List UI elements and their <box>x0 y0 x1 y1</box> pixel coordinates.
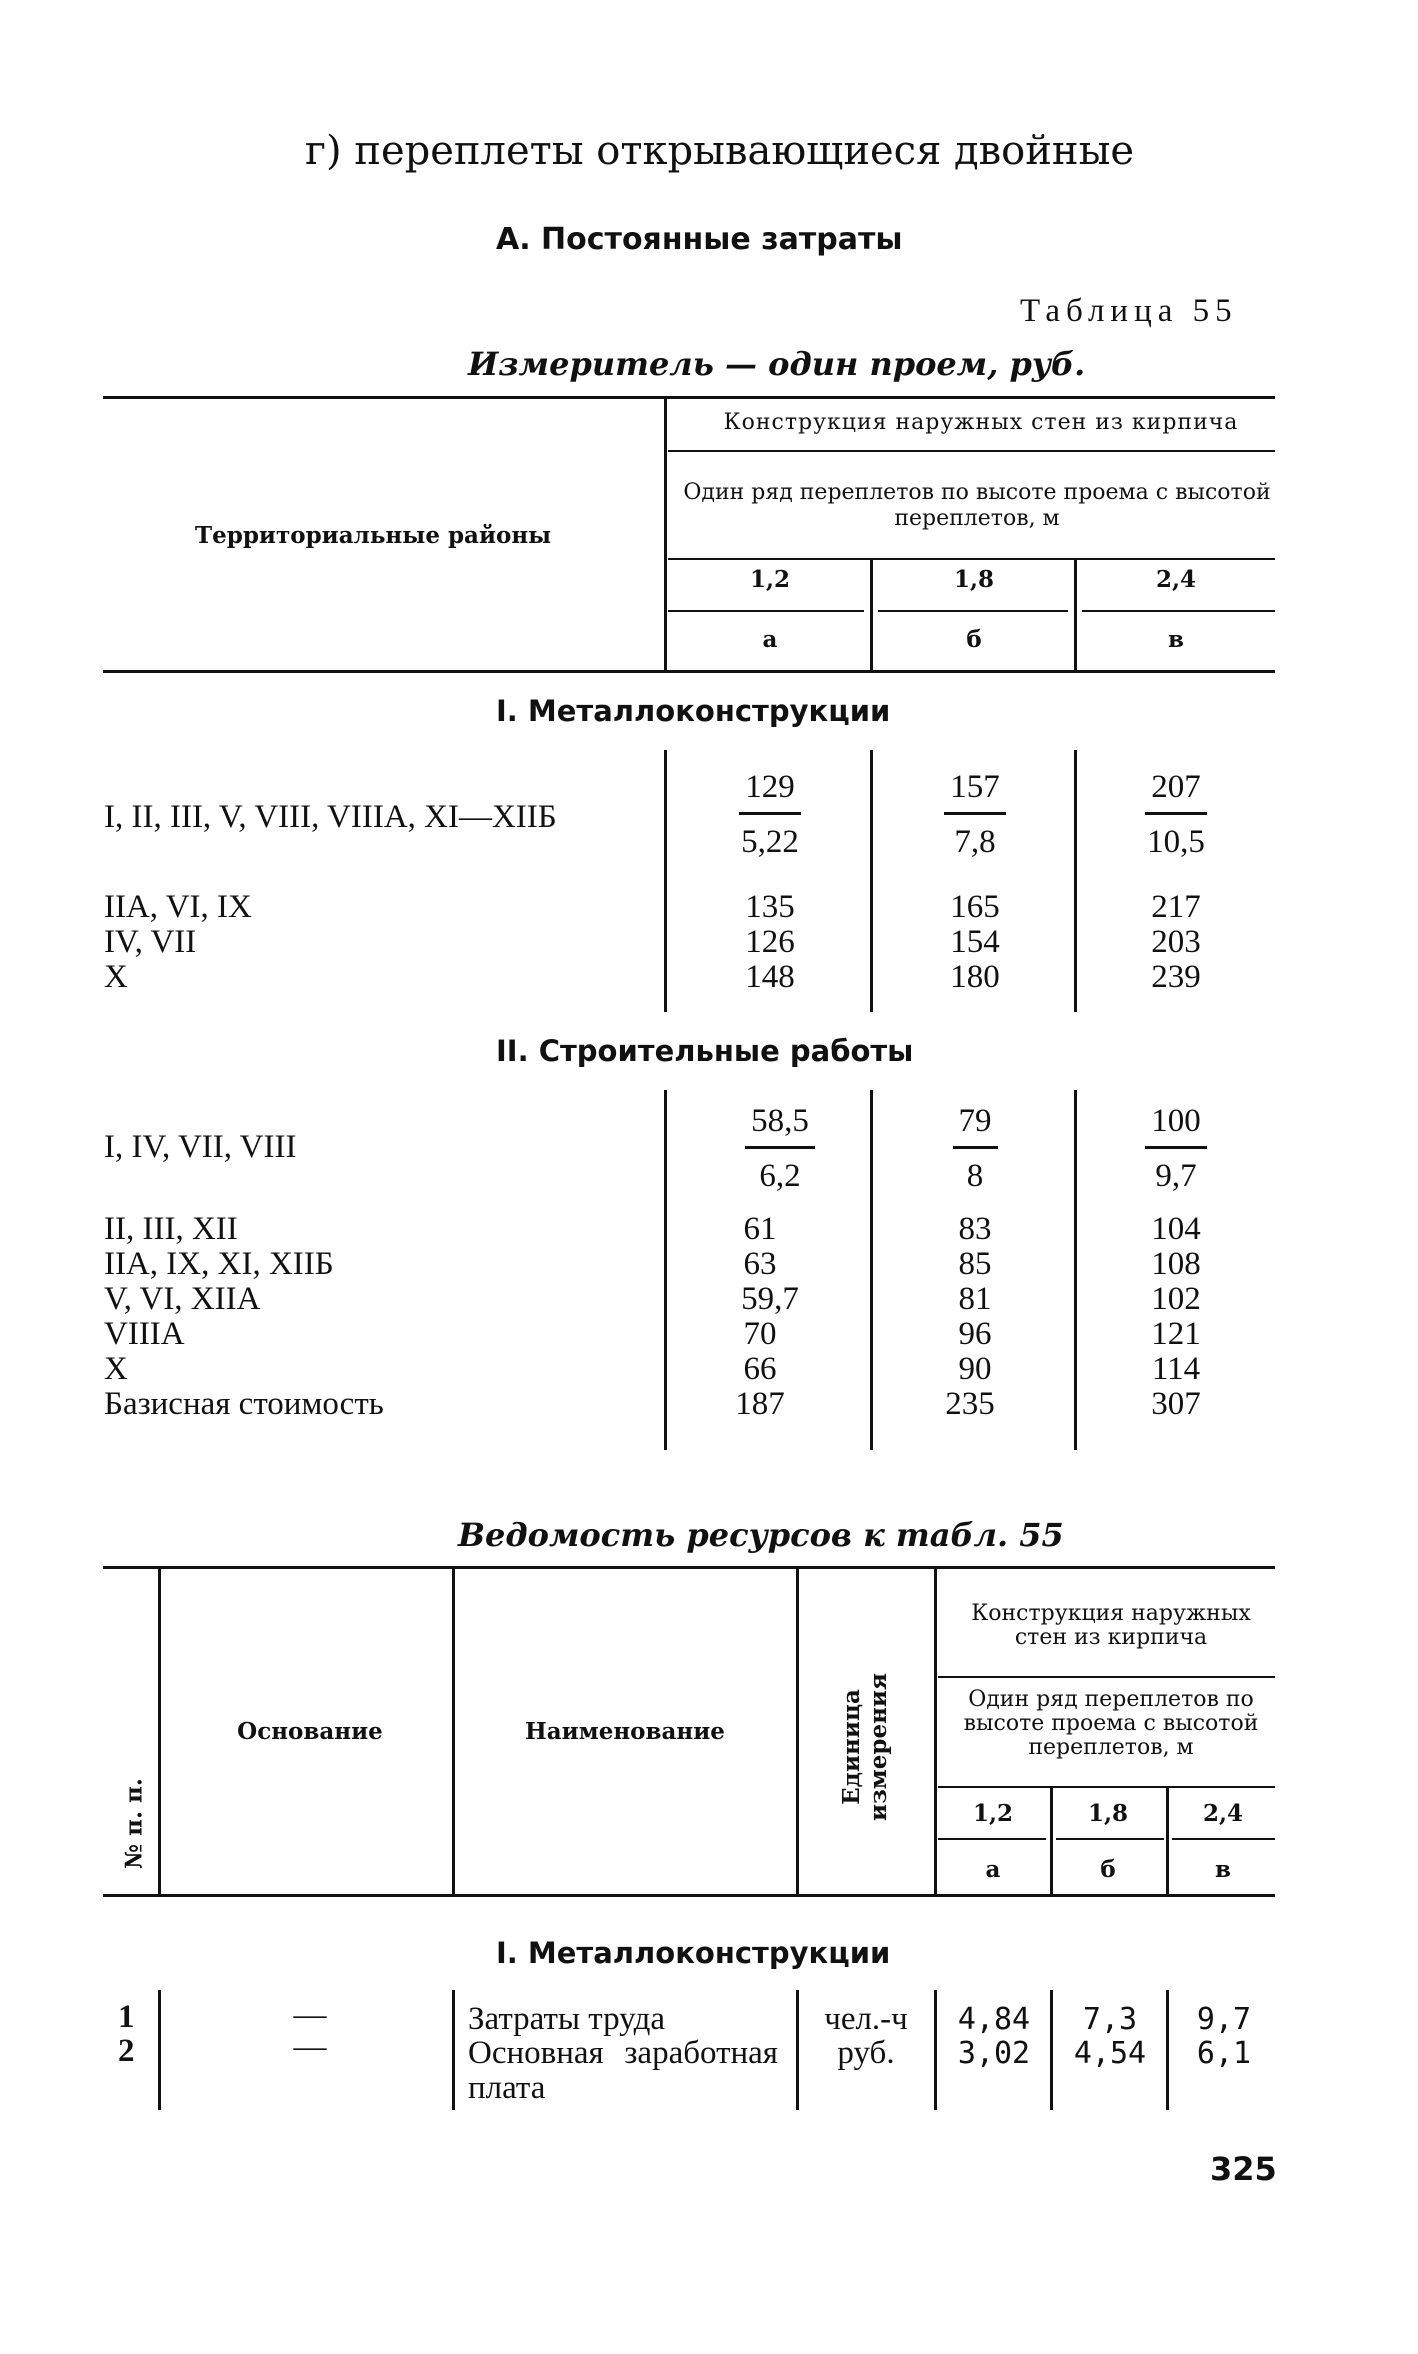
t2-row-unit: чел.-ч <box>824 2001 908 2037</box>
t1-section-1-title: I. Металлоконструкции <box>496 694 891 728</box>
t2-row-unit: руб. <box>837 2035 895 2071</box>
t1-s1-frac-b-top: 157 <box>944 762 1006 815</box>
t1-s2-cell: 63 <box>743 1246 777 1282</box>
t2-row-name: Затраты труда <box>468 2001 666 2037</box>
t1-s2-cell: 102 <box>1151 1281 1201 1317</box>
t1-s2-cell: 121 <box>1151 1316 1201 1352</box>
t1-s1-frac-label: I, II, III, V, VIII, VIIIA, XI—XIIБ <box>104 799 557 835</box>
t2-header-div-2 <box>452 1568 455 1894</box>
t2-header-col-div-6 <box>1166 1788 1169 1894</box>
t1-s2-frac-v-top: 100 <box>1145 1096 1207 1149</box>
t1-s2-cell: 70 <box>743 1316 777 1352</box>
t2-height-2: 1,8 <box>1087 1800 1128 1827</box>
t1-s1-frac-v-top: 207 <box>1145 762 1207 815</box>
t2-body-div-5 <box>1050 1990 1053 2110</box>
t1-height-rule-2 <box>878 610 1068 612</box>
t1-s1-frac-a <box>710 762 830 865</box>
t1-s1-cell: 165 <box>950 889 1000 925</box>
t1-s1-row-label: X <box>104 959 128 995</box>
section-heading: г) переплеты открывающиеся двойные <box>305 128 1135 174</box>
t1-s1-cell: 135 <box>745 889 795 925</box>
t1-s1-frac-v <box>1116 762 1236 865</box>
t2-body-div-6 <box>1166 1990 1169 2110</box>
t1-s2-div-0 <box>664 1090 667 1450</box>
t1-letter-b: б <box>966 626 982 653</box>
t2-header-div-3 <box>796 1568 799 1894</box>
t1-s1-cell: 154 <box>950 924 1000 960</box>
t1-s1-cell: 239 <box>1151 959 1201 995</box>
t2-row-val: 3,02 <box>957 2036 1031 2071</box>
t1-s1-frac-a-bottom: 5,22 <box>741 824 799 860</box>
t1-s2-cell: 85 <box>958 1246 992 1282</box>
t2-row-basis: — <box>293 1997 327 2033</box>
t2-row-num: 2 <box>118 2033 135 2069</box>
t1-s1-div-2 <box>1074 750 1077 1012</box>
t2-row-num: 1 <box>118 1999 135 2035</box>
t2-section-title: I. Металлоконструкции <box>496 1936 891 1970</box>
t1-s2-frac-v <box>1116 1096 1236 1199</box>
t1-s1-div-0 <box>664 750 667 1012</box>
t1-section-2-title: II. Строительные работы <box>496 1034 914 1068</box>
t2-row-val: 4,84 <box>957 2002 1031 2037</box>
t2-row-basis: — <box>293 2029 327 2065</box>
t1-s1-frac-b-bottom: 7,8 <box>954 824 996 860</box>
t1-s2-cell: 307 <box>1151 1386 1201 1422</box>
t1-s2-div-1 <box>870 1090 873 1450</box>
t1-s1-cell: 126 <box>745 924 795 960</box>
t1-s1-cell: 148 <box>745 959 795 995</box>
t2-row-val: 6,1 <box>1196 2036 1252 2071</box>
t2-header-sub-rule <box>938 1786 1275 1788</box>
t2-header-num: № п. п. <box>120 1778 148 1869</box>
measure-caption: Измеритель — один проем, руб. <box>468 345 1086 383</box>
t1-s2-div-2 <box>1074 1090 1077 1450</box>
t2-body-div-4 <box>934 1990 937 2110</box>
t2-header-group: Конструкция наружных стен из кирпича <box>971 1601 1251 1650</box>
t1-header-group: Конструкция наружных стен из кирпича <box>723 410 1239 435</box>
t1-top-rule <box>103 396 1275 399</box>
t2-header-div-4 <box>934 1568 937 1894</box>
t1-s2-frac-a-bottom: 6,2 <box>759 1158 801 1194</box>
t1-s1-row-label: IIA, VI, IX <box>104 889 252 925</box>
t2-header-group-rule <box>938 1676 1275 1678</box>
t2-body-div-1 <box>158 1990 161 2110</box>
t1-header-divider <box>664 398 667 670</box>
t1-s1-div-1 <box>870 750 873 1012</box>
t1-letter-v: в <box>1168 626 1184 653</box>
t1-s2-cell: 90 <box>958 1351 992 1387</box>
t1-height-rule-1 <box>668 610 864 612</box>
t2-row-val: 9,7 <box>1196 2002 1252 2037</box>
t2-height-rule-2 <box>1056 1838 1164 1840</box>
t1-s2-frac-a <box>720 1096 840 1199</box>
t2-letter-b: б <box>1100 1856 1116 1883</box>
t1-s2-row-label: VIIIA <box>104 1316 185 1352</box>
t1-s2-cell: 108 <box>1151 1246 1201 1282</box>
t1-header-group-rule <box>668 450 1275 452</box>
t2-header-name: Наименование <box>525 1718 725 1745</box>
t2-letter-v: в <box>1215 1856 1231 1883</box>
t2-header-unit: Единица измерения <box>838 1673 892 1821</box>
t1-s2-row-label: Базисная стоимость <box>104 1386 384 1422</box>
t2-top-rule <box>103 1566 1275 1569</box>
t1-header-sub: Один ряд переплетов по высоте проема с высотой переплетов, м <box>683 480 1271 531</box>
t1-height-3: 2,4 <box>1155 566 1196 593</box>
t1-height-rule-3 <box>1082 610 1275 612</box>
table-label: Таблица 55 <box>1020 293 1238 329</box>
t1-s2-cell: 187 <box>735 1386 785 1422</box>
t2-header-bottom-rule <box>103 1894 1275 1897</box>
t1-s1-row-label: IV, VII <box>104 924 197 960</box>
t1-s2-frac-label: I, IV, VII, VIII <box>104 1129 297 1165</box>
t1-header-col-div-1 <box>870 560 873 670</box>
t1-s1-cell: 180 <box>950 959 1000 995</box>
t1-header-bottom-rule <box>103 670 1275 673</box>
t1-s2-row-label: IIA, IX, XI, XIIБ <box>104 1246 334 1282</box>
t1-s2-cell: 104 <box>1151 1211 1201 1247</box>
t1-s1-cell: 217 <box>1151 889 1201 925</box>
subheading: А. Постоянные затраты <box>496 222 903 257</box>
t1-s2-cell: 59,7 <box>741 1281 799 1317</box>
t1-s2-cell: 61 <box>743 1211 777 1247</box>
t1-s2-frac-a-top: 58,5 <box>745 1096 815 1149</box>
t1-s2-row-label: II, III, XII <box>104 1211 238 1247</box>
t1-s1-frac-a-top: 129 <box>739 762 801 815</box>
t1-s2-row-label: V, VI, XIIA <box>104 1281 261 1317</box>
t1-s2-frac-v-bottom: 9,7 <box>1155 1158 1197 1194</box>
t1-letter-a: а <box>762 626 778 653</box>
t1-s2-frac-b-bottom: 8 <box>966 1158 984 1194</box>
t1-height-2: 1,8 <box>953 566 994 593</box>
page-number: 325 <box>1210 2150 1277 2188</box>
t2-height-rule-3 <box>1172 1838 1275 1840</box>
t2-title: Ведомость ресурсов к табл. 55 <box>458 1516 1064 1554</box>
t1-s2-cell: 114 <box>1151 1351 1201 1387</box>
t2-header-div-1 <box>158 1568 161 1894</box>
t2-header-col-div-5 <box>1050 1788 1053 1894</box>
t1-s2-row-label: X <box>104 1351 128 1387</box>
t2-row-val: 4,54 <box>1073 2036 1147 2071</box>
t1-s2-cell: 66 <box>743 1351 777 1387</box>
t2-row-name: Основная заработная плата <box>468 2035 778 2106</box>
t2-row-val: 7,3 <box>1082 2002 1138 2037</box>
t1-header-sub-rule <box>668 558 1275 560</box>
t1-s1-frac-b <box>915 762 1035 865</box>
t1-s1-frac-v-bottom: 10,5 <box>1147 824 1205 860</box>
t1-header-regions: Территориальные районы <box>195 522 552 549</box>
t2-header-basis: Основание <box>237 1718 383 1745</box>
t2-height-rule-1 <box>938 1838 1046 1840</box>
t2-header-sub: Один ряд переплетов по высоте проема с высотой переплетов, м <box>963 1687 1259 1760</box>
t1-s2-cell: 96 <box>958 1316 992 1352</box>
t2-body-div-2 <box>452 1990 455 2110</box>
t1-height-1: 1,2 <box>749 566 790 593</box>
t1-header-col-div-2 <box>1074 560 1077 670</box>
t1-s2-frac-b-top: 79 <box>953 1096 998 1149</box>
t1-s2-cell: 81 <box>958 1281 992 1317</box>
t1-s2-frac-b <box>915 1096 1035 1199</box>
t1-s1-cell: 203 <box>1151 924 1201 960</box>
t2-height-3: 2,4 <box>1202 1800 1243 1827</box>
t1-s2-cell: 235 <box>945 1386 995 1422</box>
t2-letter-a: а <box>985 1856 1001 1883</box>
t2-body-div-3 <box>796 1990 799 2110</box>
t2-height-1: 1,2 <box>972 1800 1013 1827</box>
t1-s2-cell: 83 <box>958 1211 992 1247</box>
